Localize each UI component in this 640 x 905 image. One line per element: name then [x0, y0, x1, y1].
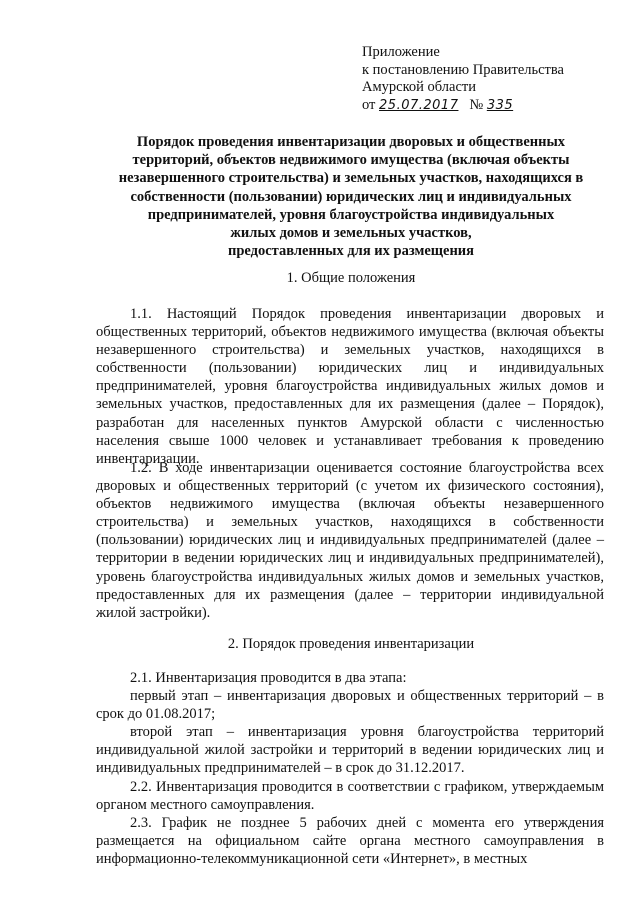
approval-line-region: Амурской области: [362, 79, 476, 95]
section-heading-general: 1. Общие положения: [286, 270, 416, 286]
section-body-procedure: [96, 669, 604, 868]
handwritten-date: 25.07.2017: [379, 97, 459, 113]
title-line: территорий, объектов недвижимого имущества (включая объекты: [132, 152, 570, 169]
paragraph-1-1: 1.1. Настоящий Порядок проведения инвентаризации дворовых и общественных территорий, объектов недвижимого имущества (включая объекты незавершенного строительства) и земельных участков, находящихся в собственности (пользовании) юридических лиц и индивидуальных предпринимателей, уровня благоустройства индивидуальных жилых домов и земельных участков, предоставленных для их размещения (далее – Порядок), разработан для населенных пунктов Амурской области с численностью населения свыше 1000 человек и устанавливает требования к проведению инвентаризации.: [96, 306, 604, 467]
approval-line-date-number: [362, 97, 622, 115]
section-heading-procedure: 2. Порядок проведения инвентаризации: [227, 636, 475, 652]
title-line: предпринимателей, уровня благоустройства индивидуальных: [147, 206, 555, 223]
paragraph-1-2: 1.2. В ходе инвентаризации оценивается состояние благоустройства всех дворовых и общественных территорий (с учетом их физического состояния), объектов недвижимого имущества (включая объекты незавершенного строительства) и земельных участков, находящихся в собственности (пользовании) юридических лиц и индивидуальных предпринимателей (далее – территории в ведении юридических лиц и индивидуальных предпринимателей), уровень благоустройства индивидуальных жилых домов и земельных участков, предоставленных для их размещения (далее – территории индивидуальной жилой застройки).: [96, 460, 604, 621]
title-line: жилых домов и земельных участков,: [230, 225, 472, 242]
title-line: Порядок проведения инвентаризации дворовых и общественных: [136, 134, 566, 150]
paragraph-2-1-stage2: второй этап – инвентаризация уровня благоустройства территорий индивидуальной жилой застройки и территорий в ведении юридических лиц и индивидуальных предпринимателей – в срок до 31.12.2017.: [96, 724, 604, 777]
handwritten-number: 335: [486, 97, 514, 113]
document-title: [96, 133, 606, 260]
from-label: от: [362, 96, 376, 113]
approval-line-resolution: к постановлению Правительства: [362, 61, 564, 78]
paragraph-2-2: 2.2. Инвентаризация проводится в соответствии с графиком, утверждаемым органом местного самоуправления.: [96, 778, 604, 813]
paragraph-2-3: 2.3. График не позднее 5 рабочих дней с момента его утверждения размещается на официальном сайте органа местного самоуправления в информационно-телекоммуникационной сети «Интернет», в местных: [96, 814, 604, 867]
number-label: №: [469, 96, 484, 113]
title-line: незавершенного строительства) и земельных участков, находящихся в: [118, 170, 584, 187]
section-body-general-1: [96, 305, 604, 468]
paragraph-2-1-stage1: первый этап – инвентаризация дворовых и общественных территорий – в срок до 01.08.2017;: [96, 688, 604, 723]
title-line: собственности (пользовании) юридических лиц и индивидуальных: [130, 188, 572, 205]
section-body-general-2: [96, 459, 604, 622]
title-line: предоставленных для их размещения: [228, 243, 474, 260]
approval-line-appendix: Приложение: [362, 44, 440, 60]
approval-block: [362, 44, 622, 114]
paragraph-2-1: 2.1. Инвентаризация проводится в два этапа:: [130, 670, 407, 686]
